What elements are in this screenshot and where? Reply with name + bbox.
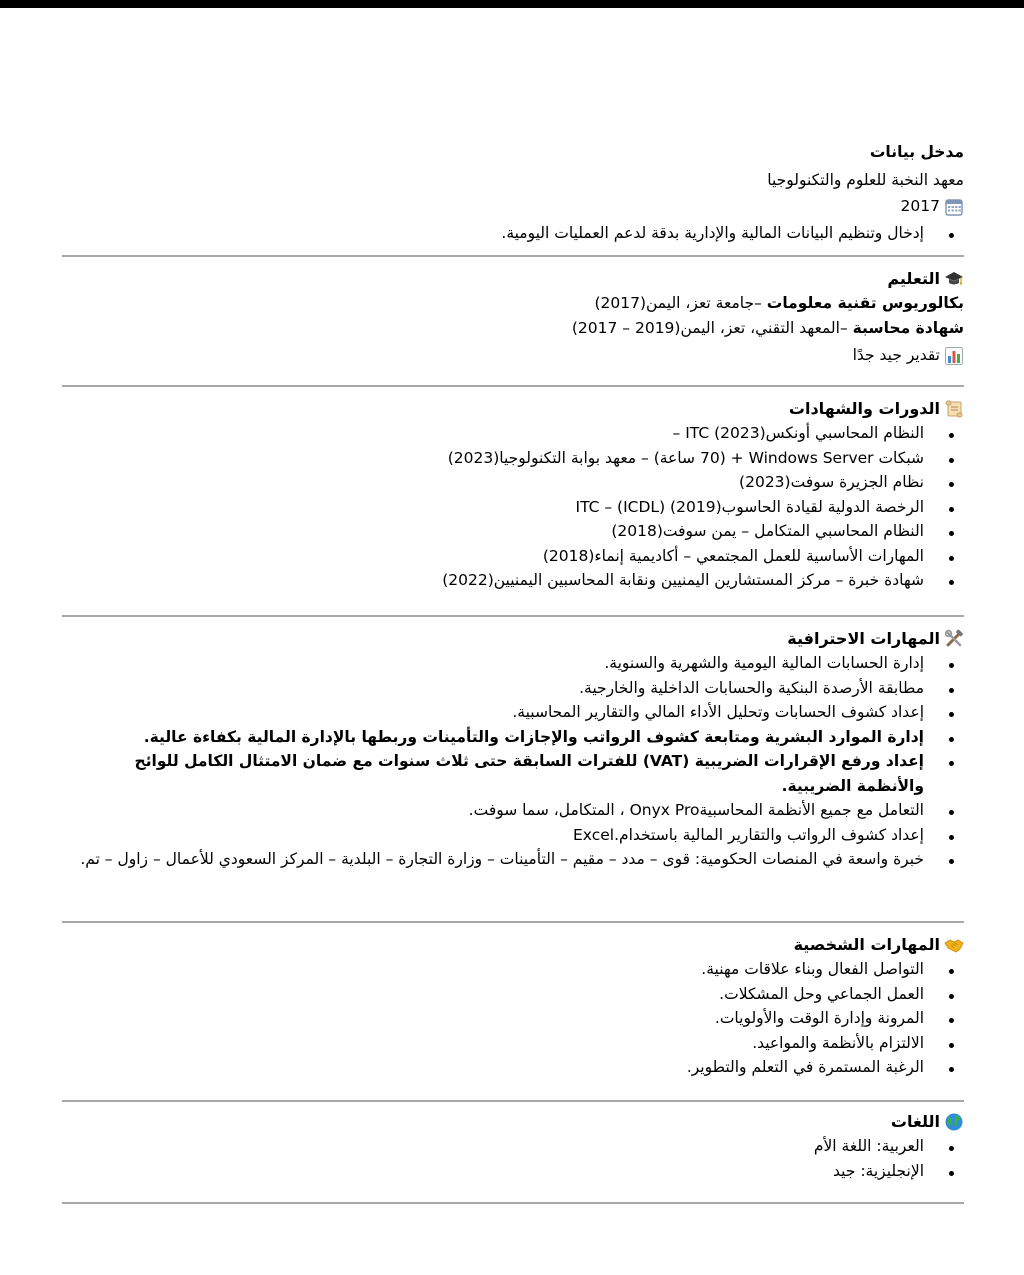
list-item: المهارات الأساسية للعمل المجتمعي – أكاديمية إنماء(2018) <box>62 544 924 569</box>
list-item: مطابقة الأرصدة البنكية والحسابات الداخلية والخارجية. <box>62 676 924 701</box>
section-divider <box>62 1202 964 1204</box>
job-employer: معهد النخبة للعلوم والتكنولوجيا <box>767 170 964 189</box>
list-item: الإنجليزية: جيد <box>62 1159 924 1184</box>
scroll-icon <box>944 399 964 419</box>
professional-skills-heading: المهارات الاحترافية <box>62 627 964 651</box>
list-item: التواصل الفعال وبناء علاقات مهنية. <box>62 957 924 982</box>
list-item: شبكات Windows Server + (70 ساعة) – معهد بوابة التكنولوجيا(2023) <box>62 446 924 471</box>
calendar-icon <box>944 194 964 219</box>
list-item: إدارة الموارد البشرية ومتابعة كشوف الرواتب والإجازات والتأمينات وربطها بالإدارة المالية بكفاءة عالية. <box>62 725 924 750</box>
list-item: شهادة خبرة – مركز المستشارين اليمنيين ونقابة المحاسبين اليمنيين(2022) <box>62 568 924 593</box>
education-heading: التعليم <box>62 267 964 291</box>
graduation-cap-icon <box>944 269 964 289</box>
list-item: الرغبة المستمرة في التعلم والتطوير. <box>62 1055 924 1080</box>
list-item: خبرة واسعة في المنصات الحكومية: قوى – مدد – مقيم – التأمينات – وزارة التجارة – البلدية – المركز السعودي للأعمال – زاول – تم. <box>62 847 924 872</box>
personal-skills-heading: المهارات الشخصية <box>62 933 964 957</box>
personal-skills-list <box>62 957 964 1080</box>
languages-section <box>62 1102 964 1202</box>
languages-list <box>62 1134 964 1183</box>
degree-accounting: شهادة محاسبة –المعهد التقني، تعز، اليمن(2019 – 2017) <box>571 318 964 337</box>
list-item: إعداد كشوف الرواتب والتقارير المالية باستخدام.Excel <box>62 823 924 848</box>
list-item: التعامل مع جميع الأنظمة المحاسبيةOnyx Pro ، المتكامل، سما سوفت. <box>62 798 924 823</box>
job-section <box>62 140 964 255</box>
list-item: الرخصة الدولية لقيادة الحاسوب(2019) ITC – (ICDL) <box>62 495 924 520</box>
job-title: مدخل بيانات <box>869 143 964 161</box>
professional-skills-list <box>62 651 964 872</box>
list-item: النظام المحاسبي المتكامل – يمن سوفت(2018) <box>62 519 924 544</box>
list-item: إعداد كشوف الحسابات وتحليل الأداء المالي والتقارير المحاسبية. <box>62 700 924 725</box>
degree-bachelor: بكالوريوس تقنية معلومات –جامعة تعز، اليمن(2017) <box>594 294 964 312</box>
resume-page <box>62 140 964 1204</box>
globe-icon <box>944 1112 964 1132</box>
job-year: 2017 <box>900 197 940 215</box>
list-item: إعداد ورفع الإقرارات الضريبية (VAT) للفترات السابقة حتى ثلاث سنوات مع ضمان الامتثال الكامل للوائح والأنظمة الضريبية. <box>62 749 924 798</box>
list-item: الالتزام بالأنظمة والمواعيد. <box>62 1031 924 1056</box>
list-item: العمل الجماعي وحل المشكلات. <box>62 982 924 1007</box>
courses-heading: الدورات والشهادات <box>62 397 964 421</box>
personal-skills-section <box>62 923 964 1100</box>
job-date <box>62 194 964 219</box>
grade-line <box>62 343 964 368</box>
education-section <box>62 257 964 385</box>
job-duties-list <box>62 221 964 246</box>
list-item: نظام الجزيرة سوفت(2023) <box>62 470 924 495</box>
languages-heading: اللغات <box>62 1110 964 1134</box>
list-item: إدارة الحسابات المالية اليومية والشهرية والسنوية. <box>62 651 924 676</box>
top-black-bar <box>0 0 1024 8</box>
list-item: النظام المحاسبي أونكس(2023) ITC – <box>62 421 924 446</box>
professional-skills-section <box>62 617 964 921</box>
courses-list <box>62 421 964 593</box>
bar-chart-icon <box>944 343 964 368</box>
courses-section <box>62 387 964 615</box>
list-item: إدخال وتنظيم البيانات المالية والإدارية بدقة لدعم العمليات اليومية. <box>62 221 924 246</box>
handshake-icon <box>944 935 964 955</box>
list-item: العربية: اللغة الأم <box>62 1134 924 1159</box>
grade-text: تقدير جيد جدًا <box>852 346 940 364</box>
list-item: المرونة وإدارة الوقت والأولويات. <box>62 1006 924 1031</box>
tools-icon <box>944 629 964 649</box>
